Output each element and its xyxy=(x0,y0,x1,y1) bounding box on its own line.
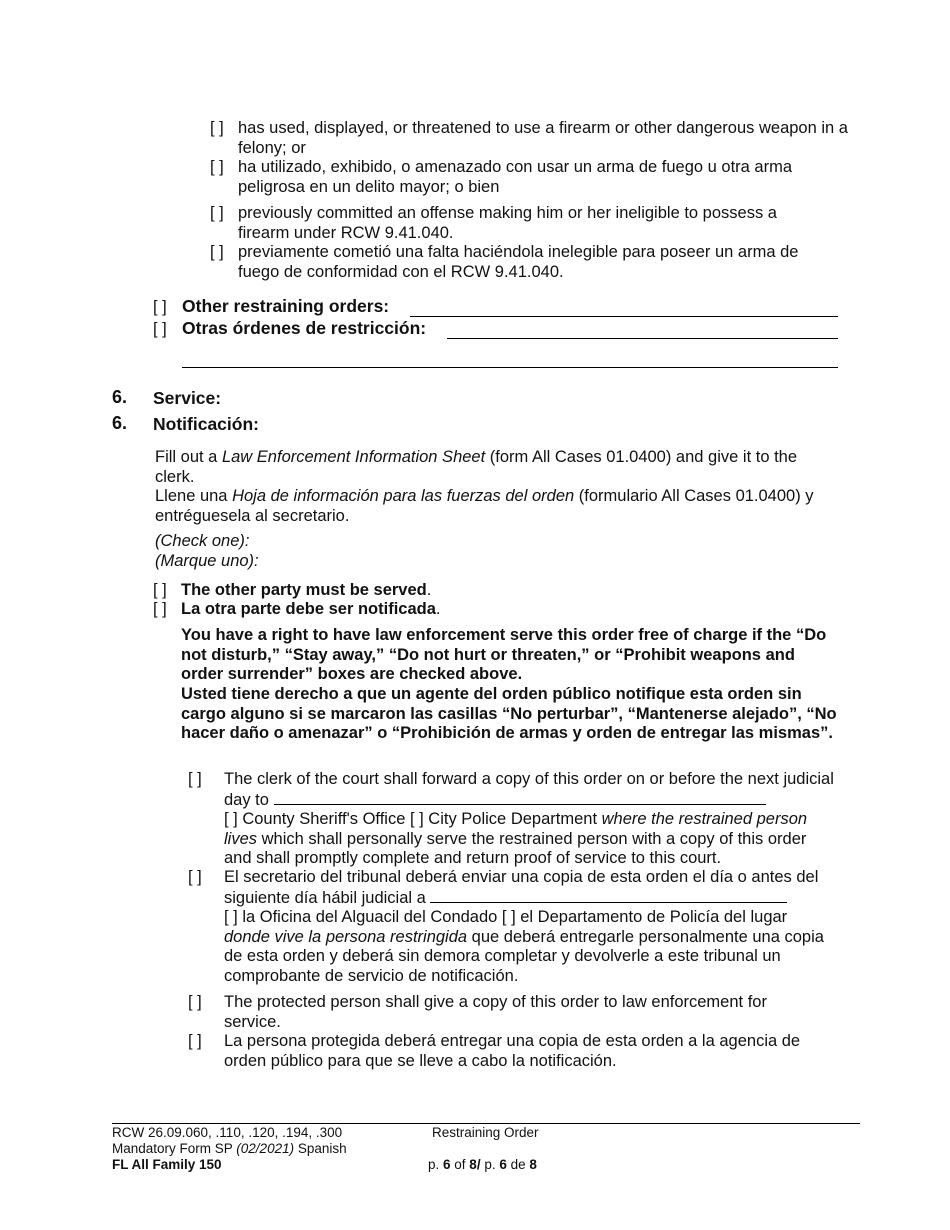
footer-title: Restraining Order xyxy=(432,1125,539,1140)
other-orders-line-2[interactable] xyxy=(447,338,838,339)
checkbox-ineligible[interactable]: [ ] xyxy=(210,204,224,222)
item-felony-weapon-es: ha utilizado, exhibido, o amenazado con usar un arma de fuego u otra arma peligrosa en un delito mayor; o bien xyxy=(238,158,793,196)
checkbox-felony-weapon-es[interactable]: [ ] xyxy=(210,158,224,176)
clerk-forward-blank-es[interactable] xyxy=(430,888,787,903)
other-orders-label-en: Other restraining orders: xyxy=(182,296,390,316)
check-one-es: (Marque uno): xyxy=(155,552,259,570)
instructions-es: Llene una Hoja de información para las fuerzas del orden (formulario All Cases 01.0400) y entréguesela al secretario. xyxy=(155,487,814,525)
checkbox-must-be-served[interactable]: [ ] xyxy=(153,581,167,599)
section-number: 6. xyxy=(112,387,128,407)
clerk-forward-es: El secretario del tribunal deberá enviar una copia de esta orden el día o antes del siguiente día hábil judicial a [ ] la Oficina del Alguacil del Condado [ ] el Departamento de Policía del lugar donde vive la persona restringida que deberá entregarle personalmente una copia de esta orden y deberá sin demora completar y devolverle a este tribunal un comprobante de servicio de notificación. xyxy=(224,868,824,985)
right-notice-es: Usted tiene derecho a que un agente del orden público notifique esta orden sin cargo alguno si se marcaron las casillas “No perturbar”, “Mantenerse alejado”, “No hacer daño o amenazar” o “Prohibición de armas y orden de entregar las mismas”. xyxy=(181,685,837,742)
footer-page-number: p. 6 of 8/ p. 6 de 8 xyxy=(428,1157,537,1172)
item-ineligible-en: previously committed an offense making him or her ineligible to possess a firearm under RCW 9.41.040. xyxy=(238,204,777,242)
checkbox-ineligible-es[interactable]: [ ] xyxy=(210,243,224,261)
footer-mandatory-form: Mandatory Form SP (02/2021) Spanish xyxy=(112,1141,347,1156)
must-be-served-es: La otra parte debe ser notificada. xyxy=(181,600,441,618)
section-title-es: Notificación: xyxy=(153,414,259,434)
checkbox-must-be-served-es[interactable]: [ ] xyxy=(153,600,167,618)
checkbox-protected-person[interactable]: [ ] xyxy=(188,993,202,1011)
section-number-es: 6. xyxy=(112,413,128,433)
instructions-en: Fill out a Law Enforcement Information Sheet (form All Cases 01.0400) and give it to the clerk. xyxy=(155,448,798,486)
checkbox-other-orders[interactable]: [ ] xyxy=(153,298,167,316)
footer-divider xyxy=(112,1123,860,1124)
must-be-served-en: The other party must be served. xyxy=(181,581,432,599)
checkbox-felony-weapon[interactable]: [ ] xyxy=(210,119,224,137)
right-notice-en: You have a right to have law enforcement serve this order free of charge if the “Do not disturb,” “Stay away,” “Do not hurt or threaten,” or “Prohibit weapons and order surrender” boxes are checked above. xyxy=(181,626,827,683)
other-orders-label-es: Otras órdenes de restricción: xyxy=(182,318,427,338)
checkbox-clerk-forward-es[interactable]: [ ] xyxy=(188,868,202,886)
check-one-en: (Check one): xyxy=(155,532,250,550)
footer-rcw: RCW 26.09.060, .110, .120, .194, .300 xyxy=(112,1125,343,1140)
other-orders-line-3[interactable] xyxy=(182,367,838,368)
protected-person-es: La persona protegida deberá entregar una copia de esta orden a la agencia de orden público para que se lleve a cabo la notificación. xyxy=(224,1032,801,1070)
checkbox-protected-person-es[interactable]: [ ] xyxy=(188,1032,202,1050)
checkbox-other-orders-es[interactable]: [ ] xyxy=(153,320,167,338)
item-felony-weapon-en: has used, displayed, or threatened to use a firearm or other dangerous weapon in a felony; or xyxy=(238,119,848,157)
clerk-forward-en: The clerk of the court shall forward a copy of this order on or before the next judicial day to [ ] County Sheriff's Office [ ] City Police Department where the restrained person lives which shall personally serve the restrained person with a copy of this order and shall promptly complete and return proof of service to this court. xyxy=(224,770,834,867)
item-ineligible-es: previamente cometió una falta haciéndola inelegible para poseer un arma de fuego de conformidad con el RCW 9.41.040. xyxy=(238,243,799,281)
footer-form-id: FL All Family 150 xyxy=(112,1157,222,1172)
section-title-en: Service: xyxy=(153,388,222,408)
clerk-forward-blank[interactable] xyxy=(274,790,766,805)
other-orders-line-1[interactable] xyxy=(410,316,838,317)
protected-person-en: The protected person shall give a copy of this order to law enforcement for service. xyxy=(224,993,767,1031)
checkbox-clerk-forward[interactable]: [ ] xyxy=(188,770,202,788)
